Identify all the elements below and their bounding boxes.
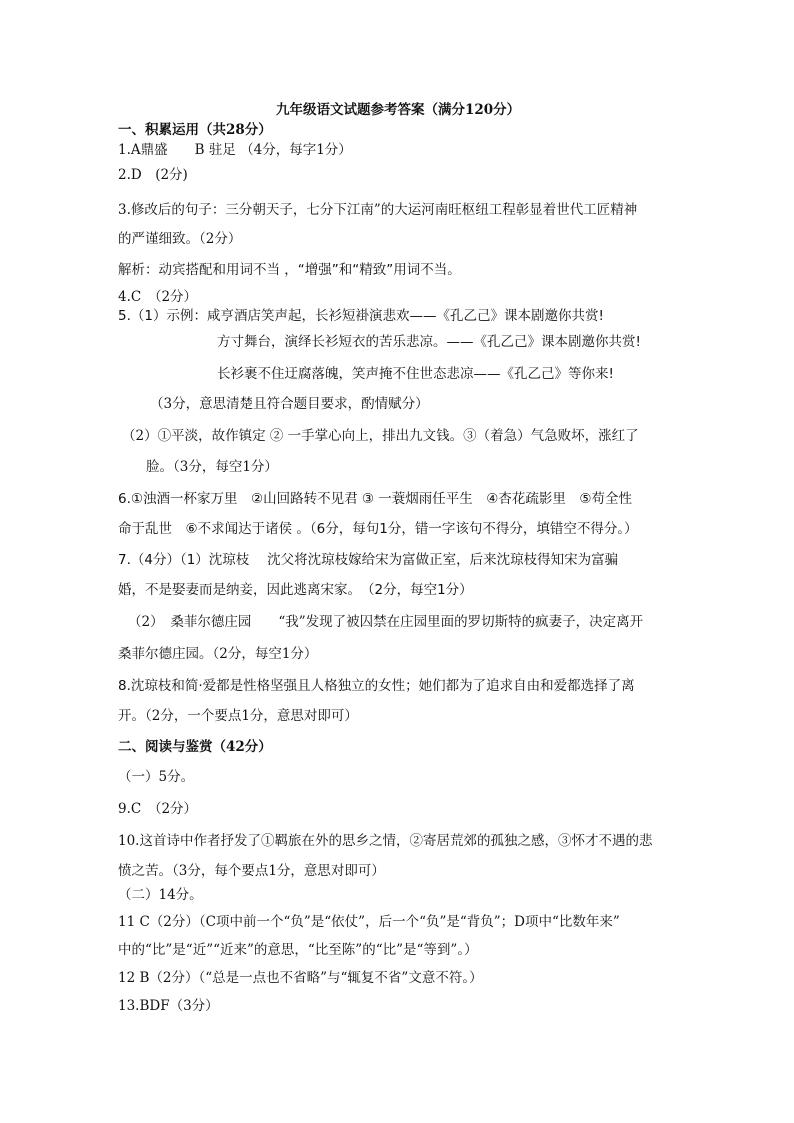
answer-line-5-2: （2）①平淡，故作镇定 ② 一手掌心向上，排出九文钱。③（着急）气急败坏，涨红了 <box>122 428 639 444</box>
answer-line-3-cont: 的严谨细致。（2分） <box>118 231 242 247</box>
answer-line-10-cont: 愤之苦。（3分，每个要点1分，意思对即可） <box>118 863 385 879</box>
answer-line-5-example-3: 长衫裹不住迂腐落魄，笑声掩不住世态悲凉——《孔乙己》等你来! <box>217 366 614 382</box>
answer-line-5-scoring: （3分，意思清楚且符合题目要求，酌情赋分） <box>150 396 429 412</box>
answer-line-7-2-cont: 桑菲尔德庄园。（2分，每空1分） <box>118 646 318 662</box>
answer-line-7: 7.（4分）（1）沈琼枝 沈父将沈琼枝嫁给宋为富做正室，后来沈琼枝得知宋为富骗 <box>118 552 619 568</box>
answer-line-11-cont: 中的“比”是“近”“近来”的意思，“比至陈”的“比”是“等到”。） <box>118 942 478 958</box>
answer-line-6-cont: 命于乱世 ⑥不求闻达于诸侯 。（6分，每句1分，错一字该句不得分，填错空不得分。） <box>118 521 638 537</box>
answer-line-5-2-cont: 脸。（3分，每空1分） <box>146 459 278 475</box>
answer-line-4: 4.C （2分） <box>118 289 198 305</box>
answer-line-5-example-2: 方寸舞台，演绎长衫短衣的苦乐悲凉。——《孔乙己》课本剧邀你共赏! <box>217 334 641 350</box>
answer-line-9: 9.C （2分） <box>118 801 198 817</box>
section-heading-1: 一、积累运用（共28分） <box>118 122 272 138</box>
answer-line-2: 2.D (2分) <box>118 167 188 183</box>
answer-line-5-1: 5.（1）示例：咸亨酒店笑声起，长衫短褂演悲欢——《孔乙己》课本剧邀你共赏! <box>118 308 604 324</box>
page-title: 九年级语文试题参考答案（满分120分） <box>276 102 521 118</box>
answer-line-6: 6.①浊酒一杯家万里 ②山回路转不见君 ③ 一蓑烟雨任平生 ④杏花疏影里 ⑤苟全性 <box>118 491 632 507</box>
answer-line-11: 11 C（2分）（C项中前一个“负”是“依仗”，后一个“负”是“背负”；D项中“比数年来” <box>118 914 620 930</box>
analysis-line: 解析：动宾搭配和用词不当 ，“增强”和“精致”用词不当。 <box>118 262 461 278</box>
answer-line-8: 8.沈琼枝和简·爱都是性格坚强且人格独立的女性；她们都为了追求自由和爱都选择了离 <box>118 678 635 694</box>
section-heading-2: 二、阅读与鉴赏（42分） <box>118 739 272 755</box>
subsection-1: （一）5分。 <box>118 769 195 785</box>
answer-line-7-cont: 婚，不是娶妻而是纳妾，因此逃离宋家。 （2分，每空1分） <box>118 582 473 598</box>
answer-line-3: 3.修改后的句子：三分朝天子，七分下江南”的大运河南旺枢纽工程彰显着世代工匠精神 <box>118 202 638 218</box>
answer-line-1: 1.A鼎盛 B 驻足 （4分，每字1分） <box>118 142 352 158</box>
answer-line-12: 12 B（2分）（“总是一点也不省略”与“辄复不省”文意不符。） <box>118 970 483 986</box>
answer-line-8-cont: 开。（2分，一个要点1分，意思对即可） <box>118 708 358 724</box>
answer-line-7-2: （2） 桑菲尔德庄园 “我”发现了被囚禁在庄园里面的罗切斯特的疯妻子，决定离开 <box>128 614 644 630</box>
subsection-2: （二）14分。 <box>118 887 203 903</box>
answer-line-13: 13.BDF（3分） <box>118 998 219 1014</box>
answer-line-10: 10.这首诗中作者抒发了①羁旅在外的思乡之情，②寄居荒郊的孤独之感，③怀才不遇的悲 <box>118 833 653 849</box>
